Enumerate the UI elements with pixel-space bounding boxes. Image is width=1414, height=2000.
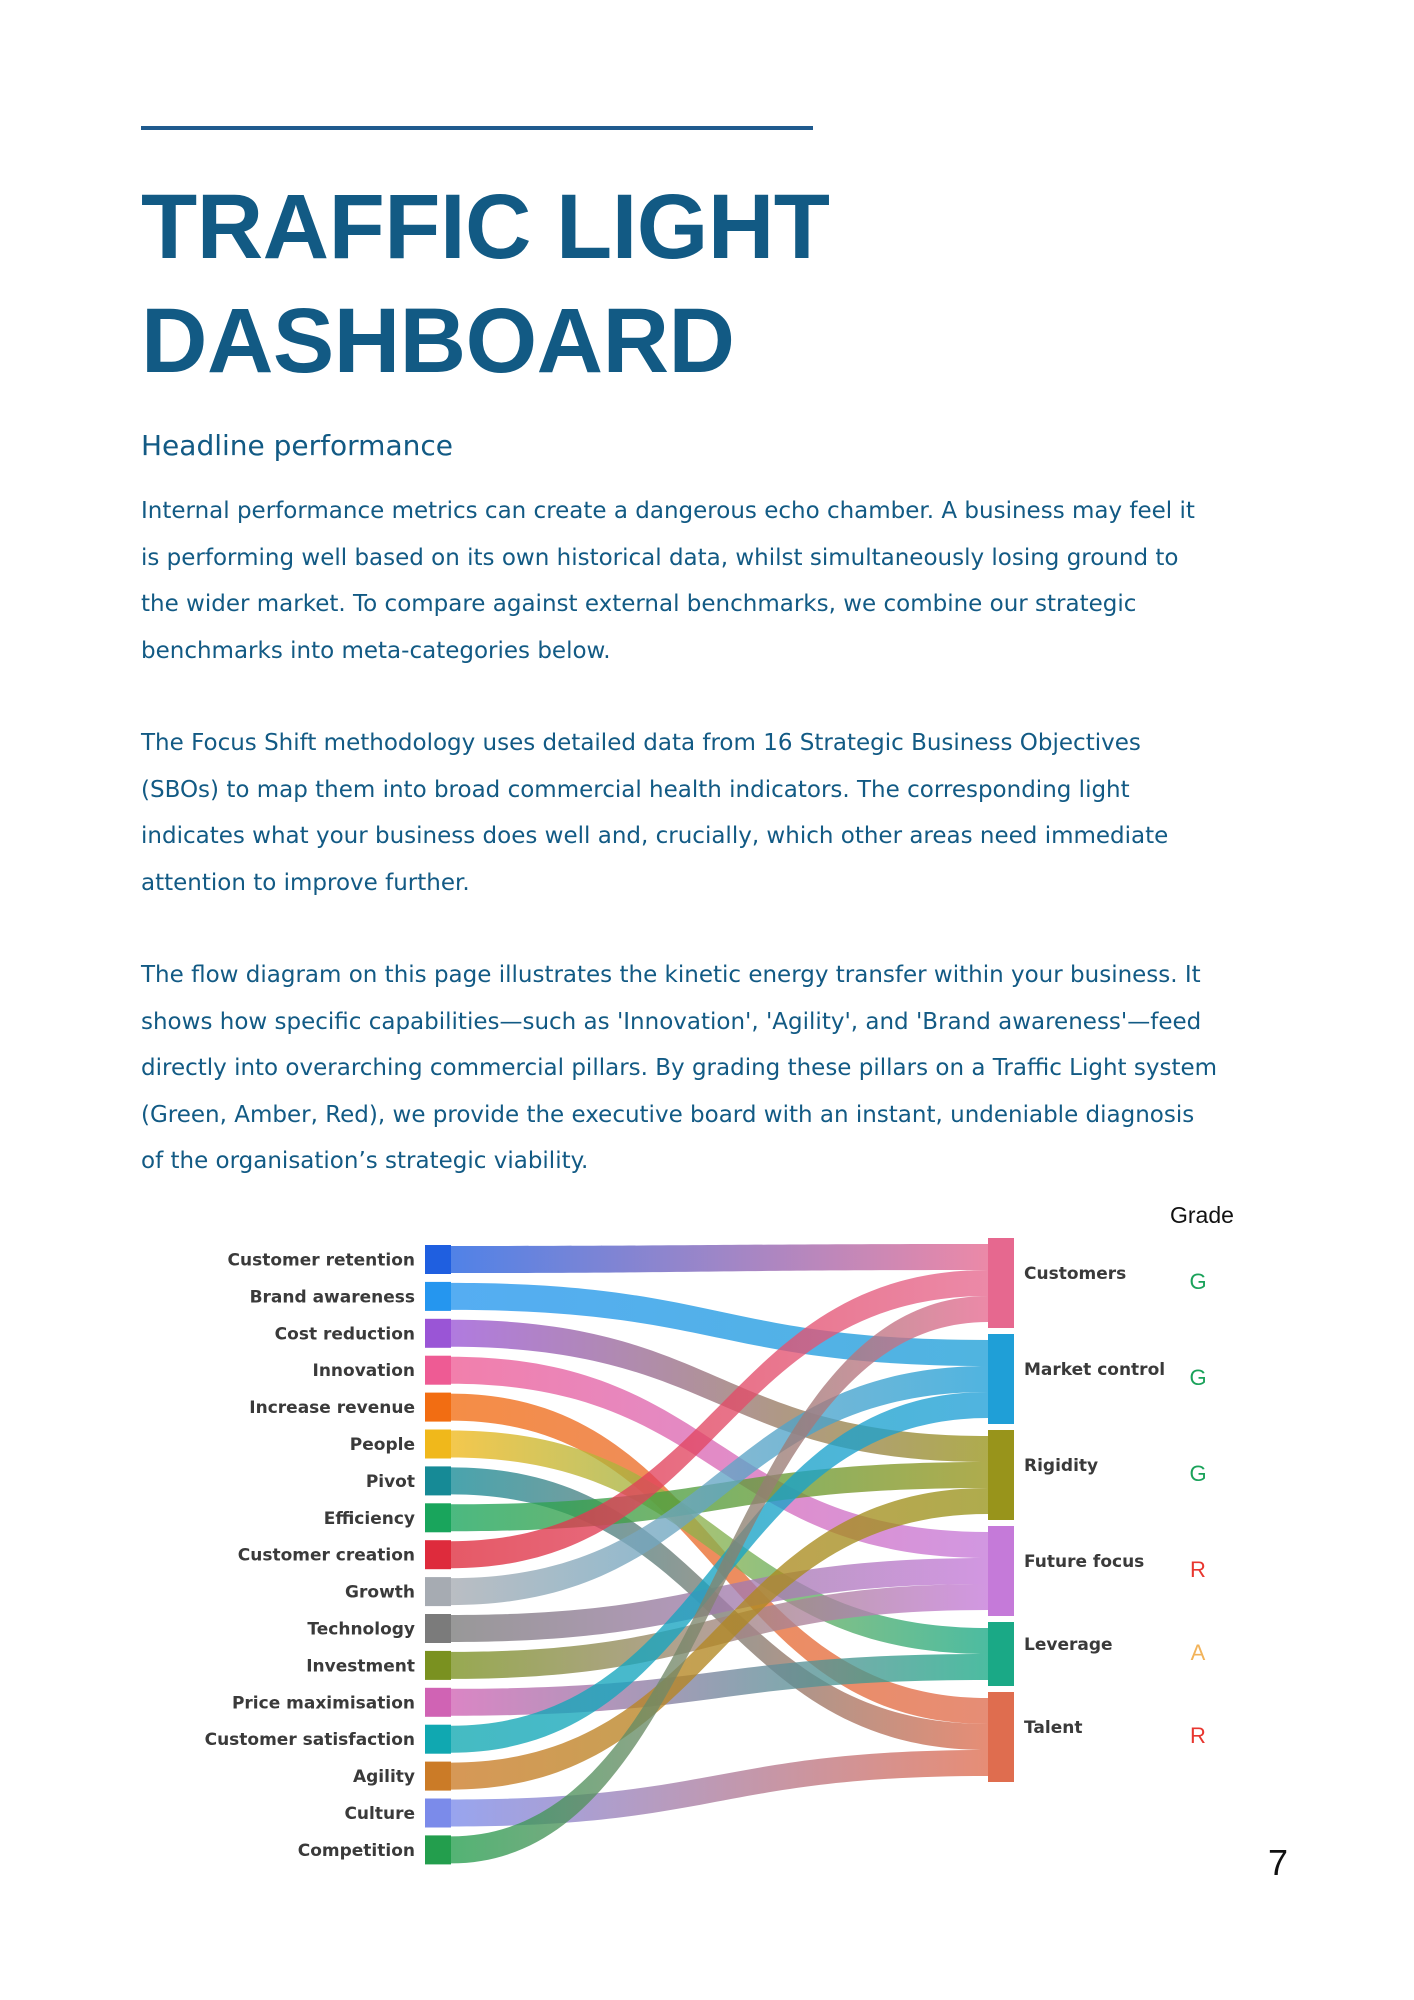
source-label: Innovation — [312, 1361, 415, 1382]
paragraph-3 — [141, 952, 1291, 1185]
source-node-culture — [425, 1799, 451, 1828]
paragraph-3-line: of the organisation’s strategic viability. — [141, 1148, 589, 1174]
sankey-flow-diagram — [200, 1230, 1250, 1890]
source-node-competition — [425, 1835, 451, 1864]
page-title-line1: TRAFFIC LIGHT — [141, 176, 830, 278]
paragraph-3-line: The flow diagram on this page illustrates the kinetic energy transfer within your business. It — [141, 962, 1201, 988]
paragraph-1-line: is performing well based on its own historical data, whilst simultaneously losing ground to — [141, 544, 1179, 571]
flow-link-customer-retention-to-customers — [451, 1244, 988, 1273]
title-rule — [141, 126, 813, 130]
source-node-brand-awareness — [425, 1282, 451, 1311]
page-number: 7 — [1268, 1842, 1289, 1883]
paragraph-2-line: The Focus Shift methodology uses detailed data from 16 Strategic Business Objectives — [141, 730, 1141, 756]
target-node-leverage — [988, 1622, 1014, 1686]
grade-customers: G — [1189, 1269, 1207, 1294]
source-label: Price maximisation — [231, 1693, 415, 1714]
target-label: Customers — [1024, 1264, 1127, 1284]
target-node-future-focus — [988, 1526, 1014, 1616]
target-node-rigidity — [988, 1430, 1014, 1520]
target-label: Rigidity — [1024, 1456, 1099, 1476]
target-label: Leverage — [1024, 1635, 1113, 1655]
source-node-customer-creation — [425, 1540, 451, 1569]
page-title — [141, 170, 830, 398]
paragraph-1-line: benchmarks into meta-categories below. — [141, 637, 611, 664]
source-node-increase-revenue — [425, 1393, 451, 1422]
grade-talent: R — [1190, 1723, 1206, 1748]
grade-leverage: A — [1190, 1640, 1206, 1665]
source-node-efficiency — [425, 1503, 451, 1532]
source-label: Customer retention — [227, 1250, 415, 1271]
paragraph-1-line: Internal performance metrics can create a dangerous echo chamber. A business may feel it — [141, 498, 1195, 524]
source-node-technology — [425, 1614, 451, 1643]
source-label: Cost reduction — [274, 1324, 415, 1345]
paragraph-3-line: (Green, Amber, Red), we provide the executive board with an instant, undeniable diagnosis — [141, 1101, 1195, 1128]
source-node-growth — [425, 1577, 451, 1606]
grade-future-focus: R — [1190, 1557, 1206, 1582]
paragraph-2-line: indicates what your business does well and, crucially, which other areas need immediate — [141, 823, 1169, 849]
source-label: Efficiency — [323, 1508, 415, 1529]
paragraph-1-line: the wider market. To compare against external benchmarks, we combine our strategic — [141, 591, 1137, 617]
grade-market-control: G — [1189, 1365, 1207, 1390]
paragraph-2-line: attention to improve further. — [141, 869, 470, 896]
paragraph-2 — [141, 720, 1291, 906]
source-node-pivot — [425, 1466, 451, 1495]
target-node-talent — [988, 1692, 1014, 1782]
source-label: Competition — [297, 1840, 415, 1861]
source-label: Customer satisfaction — [204, 1730, 415, 1751]
page-title-line2: DASHBOARD — [141, 290, 735, 392]
source-node-innovation — [425, 1356, 451, 1385]
source-label: Culture — [344, 1804, 415, 1824]
source-label: Pivot — [365, 1471, 415, 1492]
paragraph-3-line: directly into overarching commercial pillars. By grading these pillars on a Traffic Light system — [141, 1055, 1218, 1081]
source-node-price-maximisation — [425, 1688, 451, 1717]
source-node-cost-reduction — [425, 1319, 451, 1348]
source-node-customer-retention — [425, 1245, 451, 1274]
body-text — [141, 488, 1291, 1231]
target-label: Talent — [1024, 1718, 1083, 1738]
sankey-links — [451, 1244, 988, 1863]
source-node-customer-satisfaction — [425, 1725, 451, 1754]
source-label: Investment — [306, 1656, 415, 1677]
source-label: Growth — [345, 1582, 415, 1603]
target-node-market-control — [988, 1334, 1014, 1424]
source-label: Technology — [307, 1619, 415, 1640]
section-subtitle: Headline performance — [141, 429, 453, 462]
paragraph-3-line: shows how specific capabilities—such as 'Innovation', 'Agility', and 'Brand awareness'—feed — [141, 1008, 1202, 1035]
source-label: Customer creation — [237, 1545, 415, 1566]
source-node-agility — [425, 1762, 451, 1791]
grade-rigidity: G — [1189, 1461, 1207, 1486]
source-label: Brand awareness — [249, 1287, 415, 1308]
grade-column-header: Grade — [1170, 1202, 1234, 1228]
source-node-investment — [425, 1651, 451, 1680]
target-label: Future focus — [1024, 1552, 1145, 1572]
target-label: Market control — [1024, 1360, 1166, 1380]
source-node-people — [425, 1430, 451, 1459]
source-label: People — [349, 1435, 415, 1455]
paragraph-2-line: (SBOs) to map them into broad commercial health indicators. The corresponding light — [141, 776, 1130, 803]
source-label: Agility — [352, 1767, 415, 1788]
paragraph-1 — [141, 488, 1291, 674]
source-label: Increase revenue — [249, 1398, 415, 1419]
target-node-customers — [988, 1238, 1014, 1328]
